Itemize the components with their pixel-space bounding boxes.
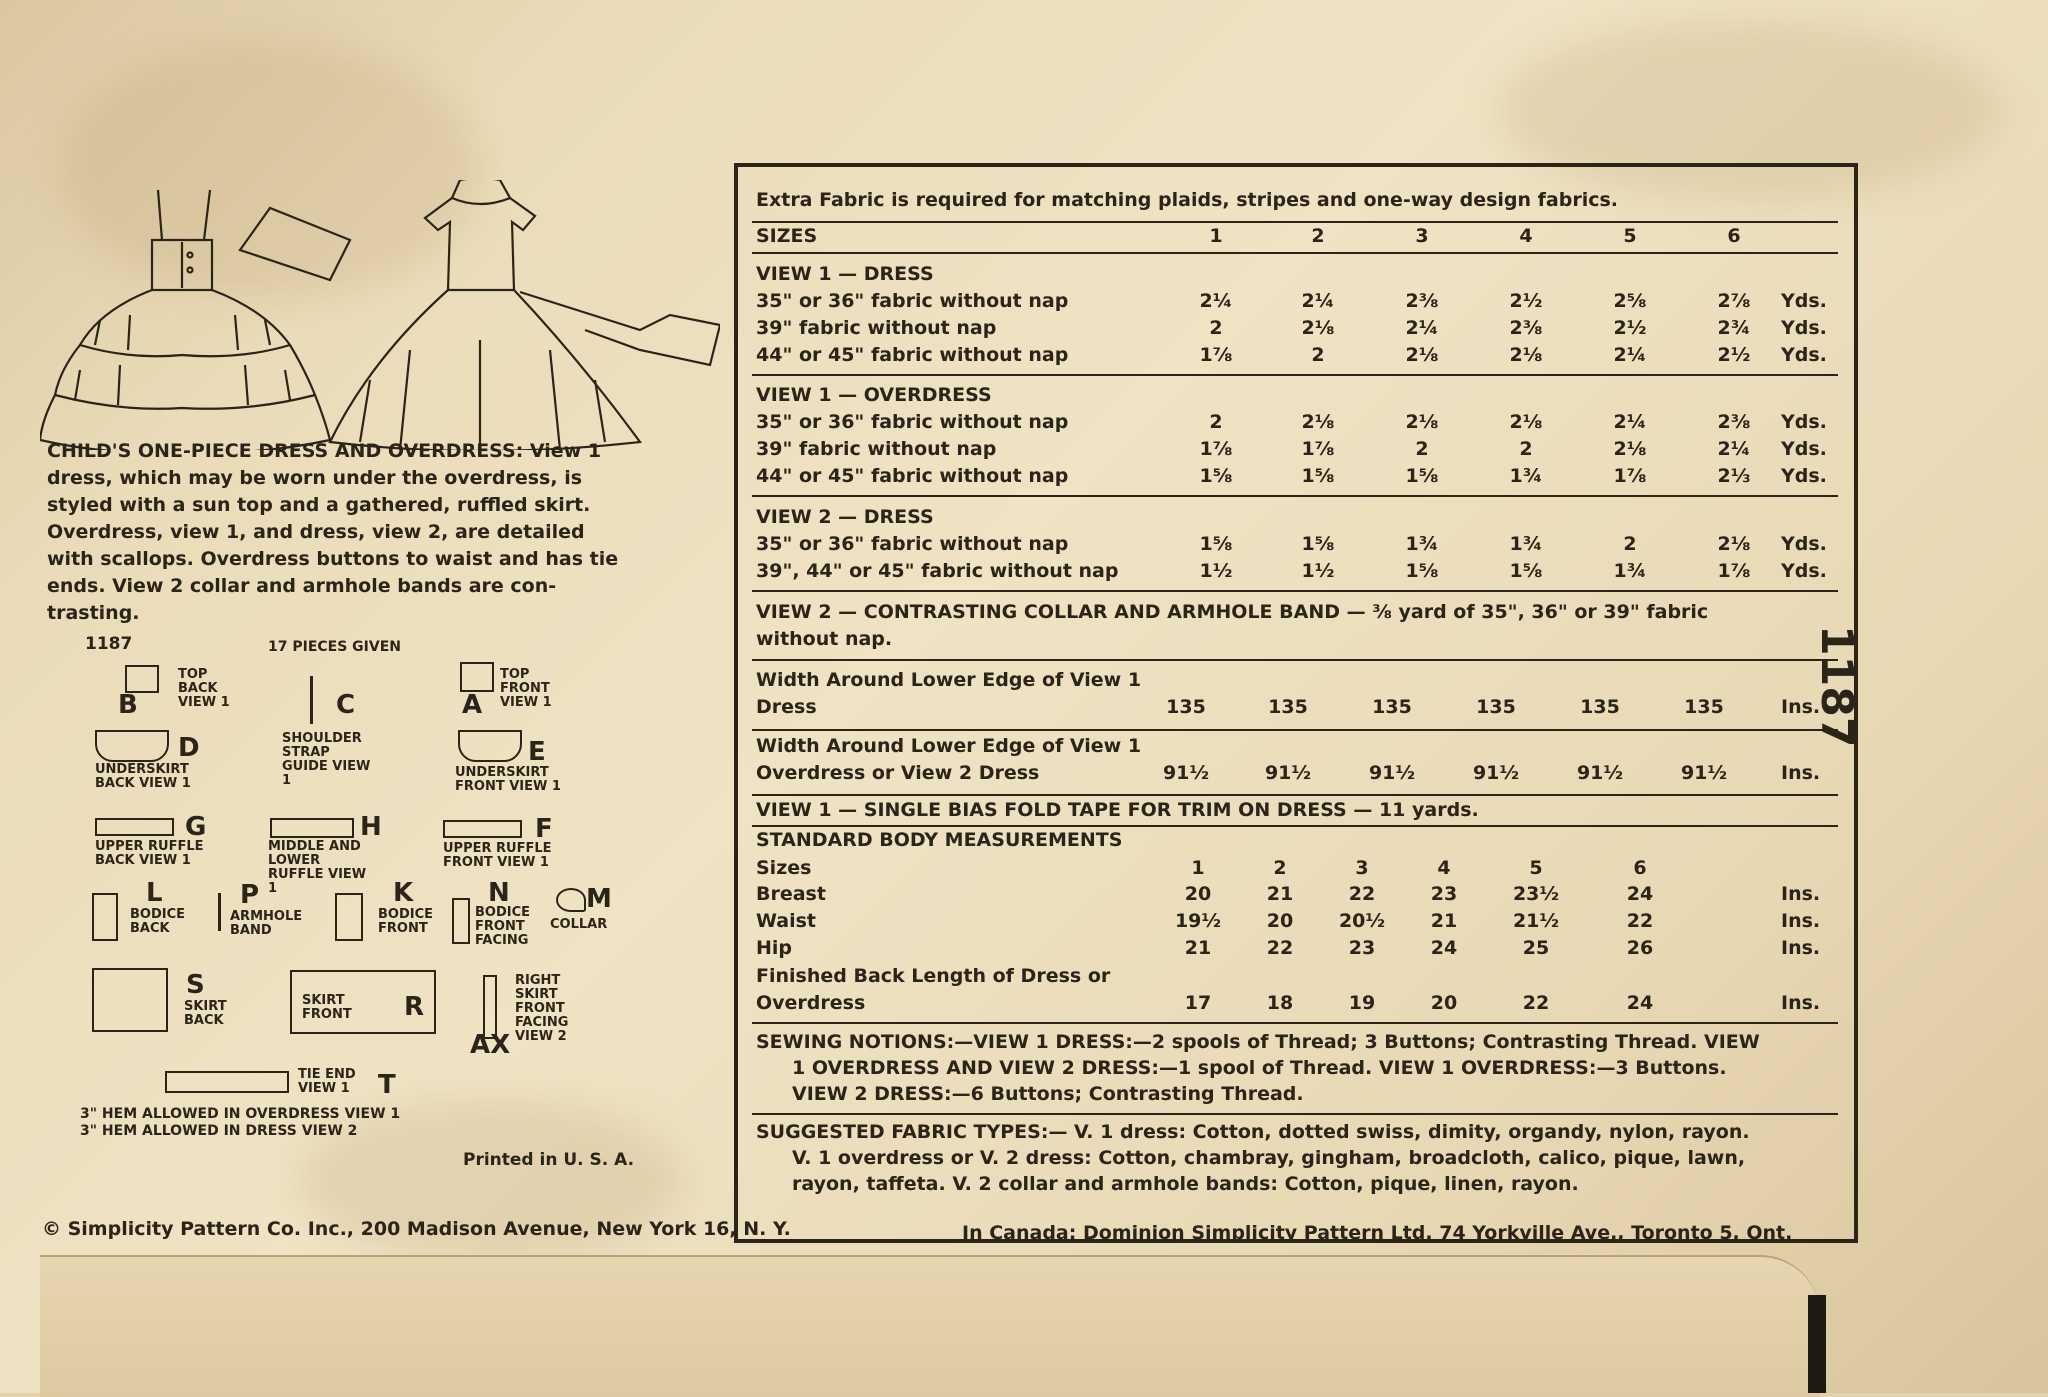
piece-letter: AX <box>470 1030 511 1060</box>
yardage-row <box>756 288 1846 314</box>
piece-label: MIDDLE AND LOWER RUFFLE VIEW 1 <box>268 839 367 896</box>
section-title: VIEW 2 — DRESS <box>756 506 934 528</box>
piece-letter: F <box>535 814 553 844</box>
piece-label: RIGHT SKIRT FRONT FACING VIEW 2 <box>515 973 569 1044</box>
piece-letter: A <box>462 690 483 720</box>
value-cell: 1⅝ <box>1509 560 1543 582</box>
value-cell: 21 <box>1266 883 1294 905</box>
value-cell: 91½ <box>1472 762 1520 784</box>
value-cell: 2¼ <box>1717 438 1751 460</box>
value-cell: 2⅛ <box>1613 438 1647 460</box>
value-cell: 25 <box>1522 937 1550 959</box>
width-overdress-row <box>756 760 1846 786</box>
size-cell: 5 <box>1623 225 1637 247</box>
unit-ins: Ins. <box>1781 937 1821 959</box>
value-cell: 91½ <box>1162 762 1210 784</box>
value-cell: 21 <box>1184 937 1212 959</box>
unit-yds: Yds. <box>1781 290 1827 312</box>
value-cell: 1¾ <box>1405 533 1439 555</box>
body-row-breast <box>756 881 1846 907</box>
envelope-flap <box>40 1255 1820 1397</box>
piece-letter: M <box>586 884 612 914</box>
unit-ins: Ins. <box>1781 910 1821 932</box>
piece-label: SHOULDER STRAP GUIDE VIEW 1 <box>282 731 371 788</box>
pieces-count: 17 PIECES GIVEN <box>268 639 401 655</box>
value-cell: 2¼ <box>1199 290 1233 312</box>
divider <box>752 729 1838 731</box>
value-cell: 24 <box>1626 992 1654 1014</box>
row-label: Overdress <box>756 992 866 1014</box>
unit-yds: Yds. <box>1781 411 1827 433</box>
table-intro: Extra Fabric is required for matching plaids, stripes and one-way design fabrics. <box>756 189 1619 211</box>
value-cell: 22 <box>1626 910 1654 932</box>
value-cell: 1½ <box>1199 560 1233 582</box>
value-cell: 2¼ <box>1613 344 1647 366</box>
divider <box>752 374 1838 376</box>
value-cell: 6 <box>1633 857 1647 879</box>
section-title: VIEW 1 — DRESS <box>756 263 934 285</box>
value-cell: 1¾ <box>1509 533 1543 555</box>
row-label: Waist <box>756 910 817 932</box>
value-cell: 2⅞ <box>1717 290 1751 312</box>
fabrics-line: SUGGESTED FABRIC TYPES:— V. 1 dress: Cotton, dotted swiss, dimity, organdy, nylon, rayon. <box>756 1121 1750 1143</box>
finished-length-line1: Finished Back Length of Dress or <box>756 965 1111 987</box>
value-cell: 1⅝ <box>1301 465 1335 487</box>
description-line: Overdress, view 1, and dress, view 2, are detailed <box>47 521 585 543</box>
size-cell: 6 <box>1727 225 1741 247</box>
value-cell: 135 <box>1372 696 1412 718</box>
piece-label: UNDERSKIRT FRONT VIEW 1 <box>455 765 561 794</box>
value-cell: 2⅛ <box>1405 411 1439 433</box>
row-label: 39", 44" or 45" fabric without nap <box>756 560 1119 582</box>
hem-note: 3" HEM ALLOWED IN DRESS VIEW 2 <box>80 1123 358 1139</box>
piece-label: UPPER RUFFLE BACK VIEW 1 <box>95 839 204 868</box>
value-cell: 1⅝ <box>1199 465 1233 487</box>
row-label: 35" or 36" fabric without nap <box>756 411 1069 433</box>
value-cell: 2 <box>1415 438 1429 460</box>
row-label: 35" or 36" fabric without nap <box>756 290 1069 312</box>
piece-b-outline <box>125 665 159 693</box>
piece-label: COLLAR <box>550 917 608 932</box>
size-cell: 4 <box>1519 225 1533 247</box>
yardage-row <box>756 558 1846 584</box>
value-cell: 135 <box>1476 696 1516 718</box>
value-cell: 2⅛ <box>1717 533 1751 555</box>
value-cell: 2 <box>1519 438 1533 460</box>
yardage-row <box>756 436 1846 462</box>
divider <box>752 1022 1838 1024</box>
value-cell: 2⅛ <box>1405 344 1439 366</box>
piece-s-outline <box>92 968 168 1032</box>
yardage-row <box>756 463 1846 489</box>
piece-label: TOP FRONT VIEW 1 <box>500 667 552 710</box>
contrast-band-line1: VIEW 2 — CONTRASTING COLLAR AND ARMHOLE BAND — ⅜ yard of 35", 36" or 39" fabric <box>756 601 1709 623</box>
description-line: styled with a sun top and a gathered, ruffled skirt. <box>47 494 591 516</box>
value-cell: 21½ <box>1512 910 1560 932</box>
piece-letter: C <box>336 690 356 720</box>
value-cell: 23 <box>1348 937 1376 959</box>
value-cell: 26 <box>1626 937 1654 959</box>
value-cell: 17 <box>1184 992 1212 1014</box>
value-cell: 1¾ <box>1509 465 1543 487</box>
value-cell: 2⅓ <box>1717 465 1751 487</box>
sizes-label: SIZES <box>756 225 818 247</box>
value-cell: 1⅞ <box>1301 438 1335 460</box>
view1-dress-drawing <box>40 190 330 450</box>
notions-line: 1 OVERDRESS AND VIEW 2 DRESS:—1 spool of Thread. VIEW 1 OVERDRESS:—3 Buttons. <box>792 1057 1727 1079</box>
pattern-number-small: 1187 <box>85 634 133 654</box>
piece-letter: P <box>240 880 260 910</box>
unit-yds: Yds. <box>1781 465 1827 487</box>
value-cell: 2¾ <box>1717 317 1751 339</box>
piece-letter: D <box>178 733 200 763</box>
width-dress-row <box>756 694 1846 720</box>
piece-letter: S <box>186 970 205 1000</box>
value-cell: 22 <box>1522 992 1550 1014</box>
value-cell: 5 <box>1529 857 1543 879</box>
row-label: 44" or 45" fabric without nap <box>756 465 1069 487</box>
value-cell: 2⅜ <box>1717 411 1751 433</box>
size-cell: 1 <box>1209 225 1223 247</box>
unit-yds: Yds. <box>1781 317 1827 339</box>
value-cell: 19 <box>1348 992 1376 1014</box>
value-cell: 135 <box>1684 696 1724 718</box>
value-cell: 23½ <box>1512 883 1560 905</box>
value-cell: 1⅝ <box>1405 560 1439 582</box>
yardage-row <box>756 531 1846 557</box>
printed-in: Printed in U. S. A. <box>463 1150 635 1170</box>
value-cell: 135 <box>1268 696 1308 718</box>
description-line: View 1 <box>529 440 602 462</box>
value-cell: 2½ <box>1717 344 1751 366</box>
body-row-waist <box>756 908 1846 934</box>
value-cell: 22 <box>1266 937 1294 959</box>
piece-letter: G <box>185 812 207 842</box>
width-dress-line1: Width Around Lower Edge of View 1 <box>756 669 1142 691</box>
value-cell: 135 <box>1166 696 1206 718</box>
value-cell: 2 <box>1209 317 1223 339</box>
value-cell: 20 <box>1266 910 1294 932</box>
yardage-row <box>756 409 1846 435</box>
piece-letter: H <box>360 812 382 842</box>
unit-ins: Ins. <box>1781 762 1821 784</box>
value-cell: 1 <box>1191 857 1205 879</box>
piece-letter: N <box>488 878 510 908</box>
value-cell: 2¼ <box>1301 290 1335 312</box>
hem-note: 3" HEM ALLOWED IN OVERDRESS VIEW 1 <box>80 1106 401 1122</box>
row-label: Dress <box>756 696 817 718</box>
value-cell: 22 <box>1348 883 1376 905</box>
body-row-sizes <box>756 855 1846 881</box>
bias-tape: VIEW 1 — SINGLE BIAS FOLD TAPE FOR TRIM ON DRESS — 11 yards. <box>756 799 1479 821</box>
value-cell: 1⅞ <box>1199 438 1233 460</box>
contrast-band-line2: without nap. <box>756 628 893 650</box>
piece-h-outline <box>270 818 354 838</box>
yardage-table <box>734 163 1858 1243</box>
piece-label: SKIRT FRONT <box>302 993 352 1022</box>
unit-ins: Ins. <box>1781 883 1821 905</box>
fabrics-line: V. 1 overdress or V. 2 dress: Cotton, chambray, gingham, broadcloth, calico, pique, lawn, <box>792 1147 1746 1169</box>
value-cell: 2 <box>1273 857 1287 879</box>
piece-letter: B <box>118 690 138 720</box>
value-cell: 2 <box>1209 411 1223 433</box>
value-cell: 1⅞ <box>1613 465 1647 487</box>
value-cell: 2⅛ <box>1301 411 1335 433</box>
piece-d-outline <box>95 730 169 762</box>
value-cell: 21 <box>1430 910 1458 932</box>
row-label: 44" or 45" fabric without nap <box>756 344 1069 366</box>
piece-letter: R <box>404 992 425 1022</box>
unit-ins: Ins. <box>1781 992 1821 1014</box>
piece-n-outline <box>452 898 470 944</box>
value-cell: 1⅞ <box>1199 344 1233 366</box>
notions-line: SEWING NOTIONS:—VIEW 1 DRESS:—2 spools of Thread; 3 Buttons; Contrasting Thread. VIEW <box>756 1031 1760 1053</box>
description-line: dress, which may be worn under the overdress, is <box>47 467 583 489</box>
value-cell: 18 <box>1266 992 1294 1014</box>
fabrics-line: rayon, taffeta. V. 2 collar and armhole bands: Cotton, pique, linen, rayon. <box>792 1173 1579 1195</box>
row-label: 35" or 36" fabric without nap <box>756 533 1069 555</box>
value-cell: 1⅞ <box>1717 560 1751 582</box>
piece-m-outline <box>556 888 586 912</box>
piece-label: TOP BACK VIEW 1 <box>178 667 230 710</box>
divider <box>752 495 1838 497</box>
piece-f-outline <box>443 820 522 838</box>
value-cell: 24 <box>1430 937 1458 959</box>
value-cell: 1¾ <box>1613 560 1647 582</box>
section-title: VIEW 1 — OVERDRESS <box>756 384 992 406</box>
piece-t-outline <box>165 1071 289 1093</box>
value-cell: 1⅝ <box>1301 533 1335 555</box>
body-row-hip <box>756 935 1846 961</box>
divider <box>752 659 1838 661</box>
sizes-header-row <box>756 223 1846 249</box>
value-cell: 20½ <box>1338 910 1386 932</box>
value-cell: 1⅝ <box>1199 533 1233 555</box>
value-cell: 1⅝ <box>1405 465 1439 487</box>
piece-c-outline <box>310 676 313 724</box>
envelope-edge-tab <box>1808 1295 1826 1393</box>
value-cell: 2¼ <box>1405 317 1439 339</box>
value-cell: 1½ <box>1301 560 1335 582</box>
piece-e-outline <box>458 730 522 762</box>
pattern-description <box>47 438 647 627</box>
piece-label: SKIRT BACK <box>184 999 227 1028</box>
piece-k-outline <box>335 893 363 941</box>
value-cell: 2¼ <box>1613 411 1647 433</box>
footer-canada: In Canada: Dominion Simplicity Pattern Ltd. 74 Yorkville Ave., Toronto 5, Ont. <box>962 1222 1793 1244</box>
value-cell: 2⅜ <box>1509 317 1543 339</box>
size-cell: 3 <box>1415 225 1429 247</box>
row-label: Hip <box>756 937 793 959</box>
value-cell: 2½ <box>1613 317 1647 339</box>
divider <box>752 1113 1838 1115</box>
unit-yds: Yds. <box>1781 533 1827 555</box>
piece-l-outline <box>92 893 118 941</box>
yardage-row <box>756 315 1846 341</box>
pattern-number-vertical: 1187 <box>1811 625 1862 748</box>
row-label: 39" fabric without nap <box>756 317 997 339</box>
piece-g-outline <box>95 818 174 836</box>
unit-yds: Yds. <box>1781 344 1827 366</box>
row-label: 39" fabric without nap <box>756 438 997 460</box>
value-cell: 91½ <box>1680 762 1728 784</box>
row-label: Sizes <box>756 857 812 879</box>
value-cell: 2⅝ <box>1613 290 1647 312</box>
piece-label: ARMHOLE BAND <box>230 909 303 938</box>
description-heading: CHILD'S ONE-PIECE DRESS AND OVERDRESS: <box>47 440 524 462</box>
body-title: STANDARD BODY MEASUREMENTS <box>756 829 1123 851</box>
value-cell: 91½ <box>1368 762 1416 784</box>
view2-dress-drawing <box>240 180 720 450</box>
value-cell: 135 <box>1580 696 1620 718</box>
value-cell: 91½ <box>1264 762 1312 784</box>
divider <box>752 252 1838 254</box>
row-label: Overdress or View 2 Dress <box>756 762 1040 784</box>
piece-label: BODICE FRONT <box>378 907 434 936</box>
width-overdress-line1: Width Around Lower Edge of View 1 <box>756 735 1142 757</box>
description-line: with scallops. Overdress buttons to waist and has tie <box>47 548 619 570</box>
footer-copyright: © Simplicity Pattern Co. Inc., 200 Madison Avenue, New York 16, N. Y. <box>42 1218 791 1240</box>
piece-letter: E <box>528 737 546 767</box>
divider <box>752 590 1838 592</box>
value-cell: 20 <box>1430 992 1458 1014</box>
description-line: trasting. <box>47 602 140 624</box>
value-cell: 2 <box>1311 344 1325 366</box>
piece-letter: L <box>146 878 163 908</box>
piece-label: BODICE BACK <box>130 907 186 936</box>
piece-letter: T <box>378 1070 396 1100</box>
unit-ins: Ins. <box>1781 696 1821 718</box>
unit-yds: Yds. <box>1781 438 1827 460</box>
value-cell: 20 <box>1184 883 1212 905</box>
unit-yds: Yds. <box>1781 560 1827 582</box>
value-cell: 2⅜ <box>1405 290 1439 312</box>
value-cell: 4 <box>1437 857 1451 879</box>
piece-letter: K <box>393 878 414 908</box>
value-cell: 2 <box>1623 533 1637 555</box>
piece-label: UNDERSKIRT BACK VIEW 1 <box>95 762 191 791</box>
value-cell: 23 <box>1430 883 1458 905</box>
description-line: ends. View 2 collar and armhole bands are con- <box>47 575 557 597</box>
value-cell: 3 <box>1355 857 1369 879</box>
notions-line: VIEW 2 DRESS:—6 Buttons; Contrasting Thread. <box>792 1083 1304 1105</box>
yardage-row <box>756 342 1846 368</box>
piece-label: UPPER RUFFLE FRONT VIEW 1 <box>443 841 552 870</box>
value-cell: 24 <box>1626 883 1654 905</box>
value-cell: 91½ <box>1576 762 1624 784</box>
divider <box>752 794 1838 796</box>
finished-length-row <box>756 990 1846 1016</box>
piece-p-outline <box>218 893 221 931</box>
value-cell: 2⅛ <box>1509 411 1543 433</box>
row-label: Breast <box>756 883 826 905</box>
size-cell: 2 <box>1311 225 1325 247</box>
piece-label: TIE END VIEW 1 <box>298 1067 356 1096</box>
value-cell: 2⅛ <box>1509 344 1543 366</box>
value-cell: 19½ <box>1174 910 1222 932</box>
value-cell: 2⅛ <box>1301 317 1335 339</box>
piece-label: BODICE FRONT FACING <box>475 905 531 948</box>
piece-a-outline <box>460 662 494 692</box>
dress-illustrations <box>40 180 720 450</box>
value-cell: 2½ <box>1509 290 1543 312</box>
